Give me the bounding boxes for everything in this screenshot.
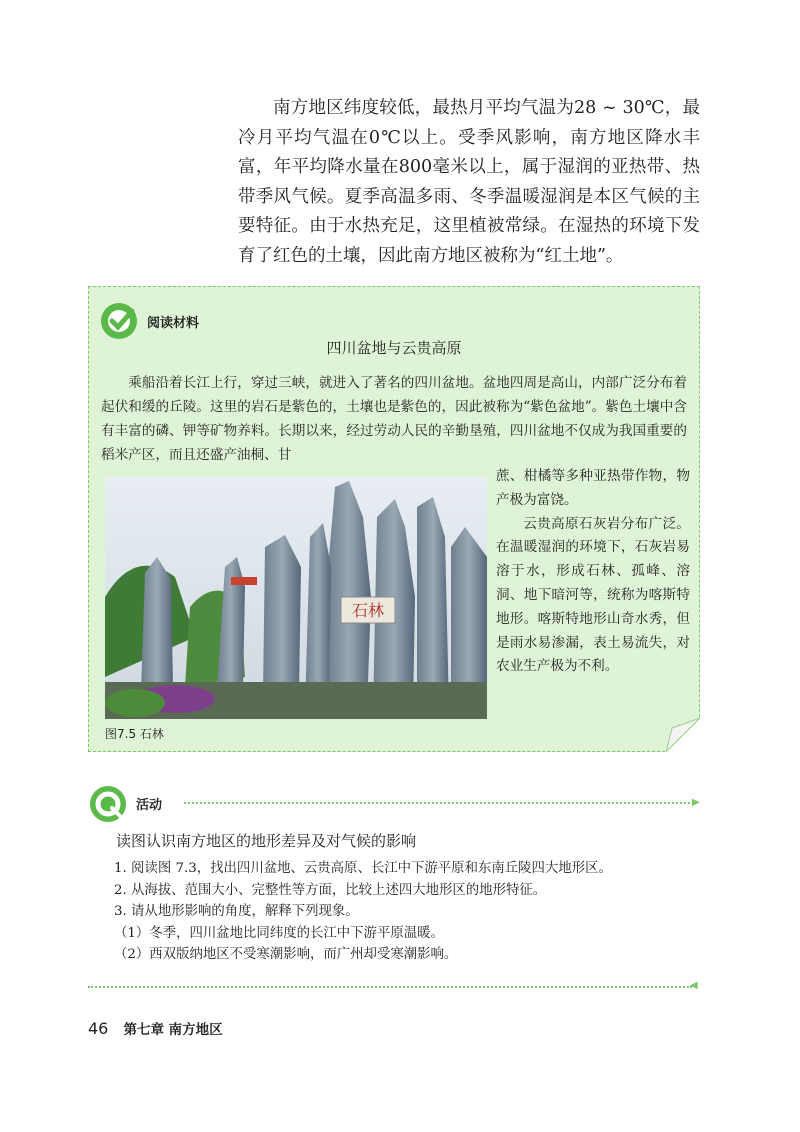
reading-side-text: [496, 465, 690, 679]
page-number: 46: [88, 1019, 109, 1038]
page-fold-corner: [666, 718, 700, 752]
activity-icon: [88, 784, 128, 824]
intro-text-block: [238, 94, 700, 271]
activity-header: [88, 782, 700, 826]
chapter-title: 第七章 南方地区: [123, 1022, 223, 1038]
reading-label: 阅读材料: [147, 315, 200, 331]
reading-text: [101, 371, 687, 467]
figure-caption: 图7.5 石林: [105, 727, 164, 741]
reading-paragraph-1-cont: 蔗、柑橘等多种亚热带作物，物产极为富饶。: [496, 468, 690, 508]
activity-title: 读图认识南方地区的地形差异及对气候的影响: [116, 832, 417, 850]
activity-item: （2）西双版纳地区不受寒潮影响，而广州却受寒潮影响。: [114, 947, 458, 962]
activity-arrow-icon: ▶: [692, 797, 700, 808]
activity-item: 3. 请从地形影响的角度，解释下列现象。: [114, 904, 359, 919]
activity-label: 活动: [136, 798, 163, 813]
activity-list: [114, 858, 704, 966]
reading-material-box: [88, 286, 700, 752]
reading-check-icon: [99, 301, 139, 341]
intro-paragraph: 南方地区纬度较低，最热月平均气温为28 ~ 30℃，最冷月平均气温在0℃以上。受季风影响，南方地区降水丰富，年平均降水量在800毫米以上，属于湿润的亚热带、热带季风气候。夏季高温多雨、冬季温暖湿润是本区气候的主要特征。由于水热充足，这里植被常绿。在湿热的环境下发育了红色的土壤，因此南方地区被称为“红土地”。: [238, 98, 700, 266]
reading-paragraph-1: 乘船沿着长江上行，穿过三峡，就进入了著名的四川盆地。盆地四周是高山，内部广泛分布着起伏和缓的丘陵。这里的岩石是紫色的，土壤也是紫色的，因此被称为“紫色盆地”。紫色土壤中含有丰富的磷、钾等矿物养料。长期以来，经过劳动人民的辛勤垦殖，四川盆地不仅成为我国重要的稻米产区，而且还盛产油桐、甘: [101, 375, 687, 463]
photo-sign-text: 石林: [351, 601, 385, 620]
activity-item: 2. 从海拔、范围大小、完整性等方面，比较上述四大地形区的地形特征。: [114, 882, 547, 898]
activity-bottom-divider: [88, 986, 692, 988]
page-footer: [88, 1018, 223, 1038]
reading-paragraph-2: 云贵高原石灰岩分布广泛。在温暖湿润的环境下，石灰岩易溶于水，形成石林、孤峰、溶洞、地下暗河等，统称为喀斯特地形。喀斯特地形山奇水秀，但是雨水易渗漏，表土易流失，对农业生产极为不利。: [496, 515, 690, 675]
activity-divider: [184, 802, 694, 804]
activity-item: （1）冬季，四川盆地比同纬度的长江中下游平原温暖。: [114, 925, 444, 941]
stone-forest-photo: [105, 477, 487, 719]
activity-item: 1. 阅读图 7.3，找出四川盆地、云贵高原、长江中下游平原和东南丘陵四大地形区。: [114, 861, 612, 876]
reading-title: 四川盆地与云贵高原: [326, 339, 462, 357]
bottom-arrow-icon: ◀: [690, 980, 698, 991]
